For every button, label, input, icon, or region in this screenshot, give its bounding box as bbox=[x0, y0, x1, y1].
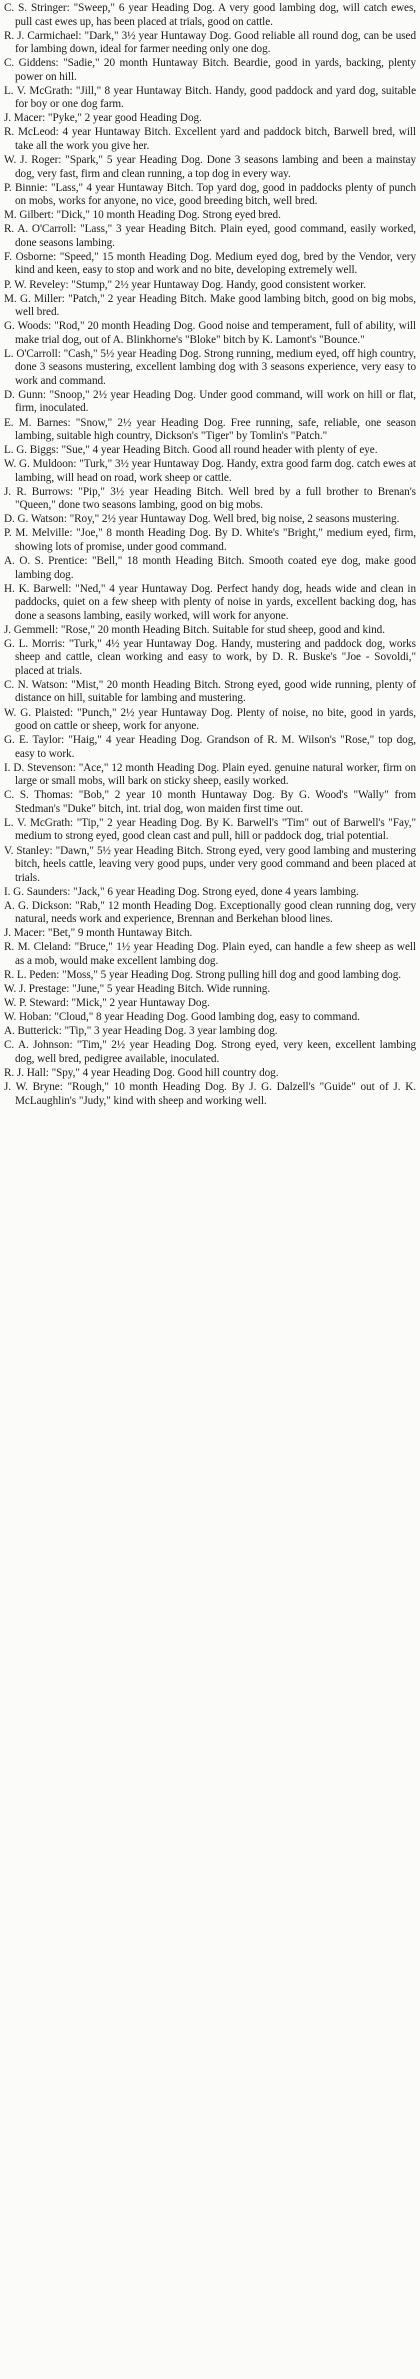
listing-entry: R. A. O'Carroll: "Lass," 3 year Heading Bitch. Plain eyed, good command, easily worked, done seasons lambing. bbox=[4, 223, 416, 249]
listing-entry: W. J. Prestage: "June," 5 year Heading Bitch. Wide running. bbox=[4, 983, 271, 996]
listing-entry: M. Gilbert: "Dick," 10 month Heading Dog. Strong eyed bred. bbox=[4, 209, 281, 222]
listing-entry: C. S. Thomas: "Bob," 2 year 10 month Huntaway Dog. By G. Wood's "Wally" from Stedman's "Duke" bitch, int. trial dog, won maiden first time out. bbox=[4, 789, 416, 815]
listing-entry: J. W. Bryne: "Rough," 10 month Heading Dog. By J. G. Dalzell's "Guide" out of J. K. McLaughlin's "Judy," kind with sheep and working well. bbox=[4, 1081, 416, 1107]
listing-entry: W. G. Plaisted: "Punch," 2½ year Huntaway Dog. Plenty of noise, no bite, good in yards, good on cattle or sheep, work for anyone. bbox=[4, 706, 416, 733]
listing-entry: P. M. Melville: "Joe," 8 month Heading Dog. By D. White's "Bright," medium eyed, firm, showing lots of promise, under good command. bbox=[4, 527, 416, 553]
listing-entry: D. G. Watson: "Roy," 2½ year Huntaway Dog. Well bred, big noise, 2 seasons mustering. bbox=[4, 513, 400, 526]
listing-entry: H. K. Barwell: "Ned," 4 year Huntaway Dog. Perfect handy dog, heads wide and clean in paddocks, quiet on a few sheep with plenty of noise in yards, excellent backing dog, has done a seasons lambing, easily worked, will work for anyone. bbox=[4, 582, 416, 622]
listing-entry: R. M. Cleland: "Bruce," 1½ year Heading Dog. Plain eyed, can handle a few sheep as well as a mob, would make excellent lambing dog. bbox=[4, 941, 416, 967]
listing-entry: W. Hoban: "Cloud," 8 year Heading Dog. Good lambing dog, easy to command. bbox=[4, 1011, 360, 1024]
listing-entry: J. Macer: "Pyke," 2 year good Heading Dog. bbox=[4, 112, 202, 125]
listing-entry: D. Gunn: "Snoop," 2½ year Heading Dog. Under good command, will work on hill or flat, firm, inoculated. bbox=[4, 388, 416, 415]
listing-entry: P. W. Reveley: "Stump," 2½ year Huntaway Dog. Handy, good consistent worker. bbox=[4, 278, 366, 291]
listing-entry: L. V. McGrath: "Jill," 8 year Huntaway Bitch. Handy, good paddock and yard dog, suitable for boy or one dog farm. bbox=[4, 84, 416, 111]
listing-entry: J. Gemmell: "Rose," 20 month Heading Bitch. Suitable for stud sheep, good and kind. bbox=[4, 623, 385, 636]
listing-entry: R. McLeod: 4 year Huntaway Bitch. Excellent yard and paddock bitch, Barwell bred, will take all the work you give her. bbox=[4, 126, 416, 152]
listing-entry: R. J. Carmichael: "Dark," 3½ year Huntaway Dog. Good reliable all round dog, can be used for lambing down, ideal for farmer needing only one dog. bbox=[4, 29, 416, 56]
listing-entry: C. Giddens: "Sadie," 20 month Huntaway Bitch. Beardie, good in yards, backing, plenty power on hill. bbox=[4, 57, 416, 83]
listing-entry: G. Woods: "Rod," 20 month Heading Dog. Good noise and temperament, full of ability, will make trial dog, out of A. Blinkhorne's "Bloke" bitch by K. Lamont's "Bounce." bbox=[4, 320, 416, 346]
listing-entry: L. O'Carroll: "Cash," 5½ year Heading Dog. Strong running, medium eyed, off high country, done 3 seasons mustering, excellent lambing dog with 3 seasons experience, very easy to work and command. bbox=[4, 347, 416, 387]
listing-entry: L. V. McGrath: "Tip," 2 year Heading Dog. By K. Barwell's "Tim" out of Barwell's "Fay," medium to strong eyed, good clean cast and pull, hill or paddock dog, trial potential. bbox=[4, 816, 416, 843]
listing-entry: W. G. Muldoon: "Turk," 3½ year Huntaway Dog. Handy, extra good farm dog. catch ewes at lambing, will head on road, work sheep or cattle. bbox=[4, 458, 416, 484]
listing-entry: C. A. Johnson: "Tim," 2½ year Heading Dog. Strong eyed, very keen, excellent lambing dog, well bred, pedigree available, inoculated. bbox=[4, 1039, 416, 1065]
listing-entry: E. M. Barnes: "Snow," 2½ year Heading Dog. Free running, safe, reliable, one season lambing, suitable high country, Dickson's "Tiger" by Tomlin's "Patch." bbox=[4, 416, 416, 442]
listing-entry: A. O. S. Prentice: "Bell," 18 month Heading Bitch. Smooth coated eye dog, make good lambing dog. bbox=[4, 555, 416, 581]
listing-entry: J. R. Burrows: "Pip," 3½ year Heading Bitch. Well bred by a full brother to Brenan's "Queen," done two seasons lambing, good on big mobs. bbox=[4, 485, 416, 512]
listing-entry: A. Butterick: "Tip," 3 year Heading Dog. 3 year lambing dog. bbox=[4, 1025, 278, 1038]
listing-entry: A. G. Dickson: "Rab," 12 month Heading Dog. Exceptionally good clean running dog, very natural, needs work and experience, Brennan and Berkehan blood lines. bbox=[4, 899, 416, 926]
listing-entry: J. Macer: "Bet," 9 month Huntaway Bitch. bbox=[4, 927, 193, 940]
listing-entry: M. G. Miller: "Patch," 2 year Heading Bitch. Make good lambing bitch, good on big mobs, well bred. bbox=[4, 292, 416, 319]
listing-entry: I. G. Saunders: "Jack," 6 year Heading Dog. Strong eyed, done 4 years lambing. bbox=[4, 885, 359, 898]
listing-entry: P. Binnie: "Lass," 4 year Huntaway Bitch. Top yard dog, good in paddocks plenty of punch on mobs, works for anyone, no vice, good breeding bitch, well bred. bbox=[4, 181, 416, 208]
listing-entry: R. L. Peden: "Moss," 5 year Heading Dog. Strong pulling hill dog and good lambing dog. bbox=[4, 968, 401, 981]
listing-entry: V. Stanley: "Dawn," 5½ year Heading Bitch. Strong eyed, very good lambing and mustering bitch, heels cattle, leaving very good pups, under very good command and been placed at trials. bbox=[4, 844, 416, 884]
listing-entry: G. E. Taylor: "Haig," 4 year Heading Dog. Grandson of R. M. Wilson's "Rose," top dog, easy to work. bbox=[4, 734, 416, 760]
listing-entry: G. L. Morris: "Turk," 4½ year Huntaway Dog. Handy, mustering and paddock dog, works sheep and cattle, clean working and easy to work, by D. R. Buske's "Joe - Sovoldi," placed at trials. bbox=[4, 637, 416, 677]
listing-entry: C. N. Watson: "Mist," 20 month Heading Bitch. Strong eyed, good wide running, plenty of distance on hill, suitable for lambing and mustering. bbox=[4, 678, 416, 705]
listing-entry: R. J. Hall: "Spy," 4 year Heading Dog. Good hill country dog. bbox=[4, 1067, 279, 1080]
listing-entry: F. Osborne: "Speed," 15 month Heading Dog. Medium eyed dog, bred by the Vendor, very kind and keen, easy to stop and work and no bite, developing extremely well. bbox=[4, 250, 416, 277]
listing-entry: C. S. Stringer: "Sweep," 6 year Heading Dog. A very good lambing dog, will catch ewes, pull cast ewes up, has been placed at trials, good on cattle. bbox=[4, 2, 416, 28]
listing-entry: I. D. Stevenson: "Ace," 12 month Heading Dog. Plain eyed. genuine natural worker, firm on large or small mobs, will bark on sticky sheep, easily worked. bbox=[4, 761, 416, 788]
listing-entry: W. J. Roger: "Spark," 5 year Heading Dog. Done 3 seasons lambing and been a mainstay dog, very fast, firm and clean running, a top dog in every way. bbox=[4, 154, 416, 180]
listing-entry: L. G. Biggs: "Sue," 4 year Heading Bitch. Good all round header with plenty of eye. bbox=[4, 444, 378, 457]
listing-entry: W. P. Steward: "Mick," 2 year Huntaway Dog. bbox=[4, 997, 210, 1010]
